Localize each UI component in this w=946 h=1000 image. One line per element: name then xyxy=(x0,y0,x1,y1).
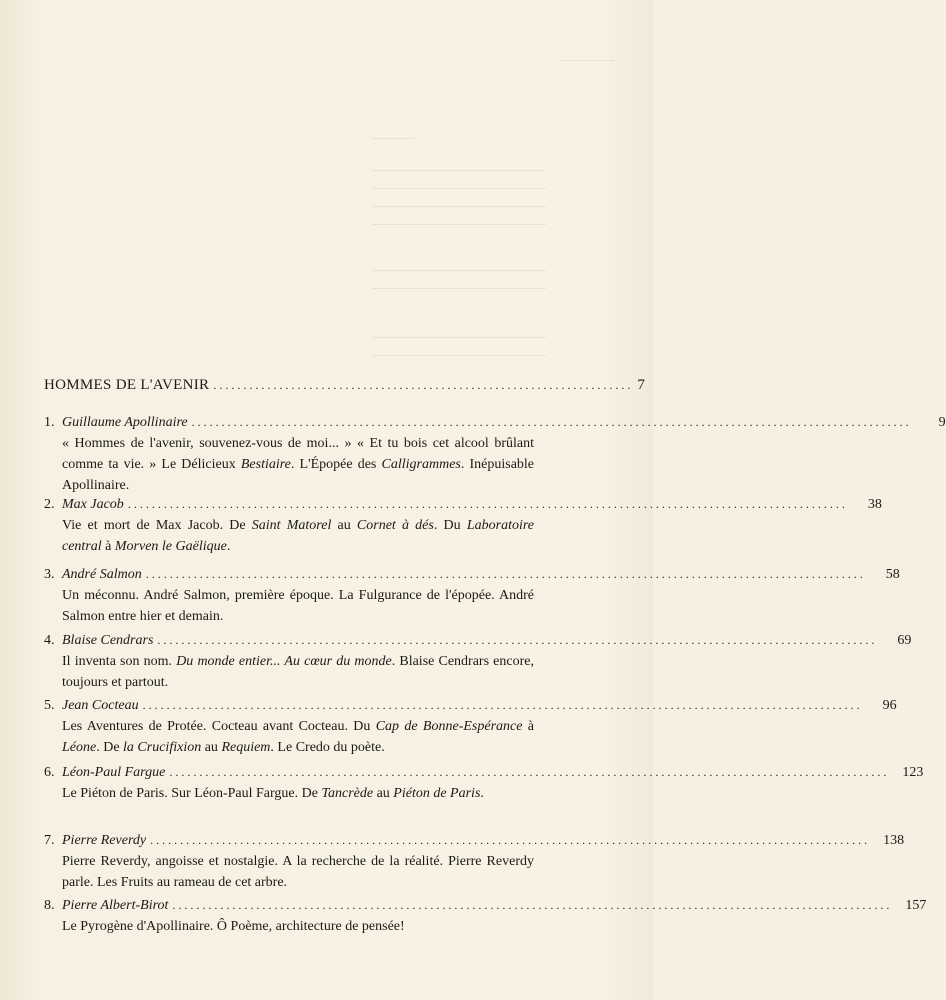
dot-leader: ........................................................................................................................ xyxy=(142,698,863,712)
description-text: . Du xyxy=(433,518,467,533)
entry-heading xyxy=(44,762,924,783)
entry-number: 4. xyxy=(44,633,55,648)
entry-page-number: 157 xyxy=(905,898,927,913)
entry-heading xyxy=(44,412,946,433)
italic-title: la Crucifixion xyxy=(123,740,202,755)
entry-heading xyxy=(44,630,912,651)
entry-author-name: Guillaume Apollinaire xyxy=(62,415,188,430)
entry-description xyxy=(62,916,534,937)
toc-entry[interactable] xyxy=(44,412,946,496)
description-text: Le Piéton de Paris. Sur Léon-Paul Fargue. De xyxy=(62,786,322,801)
description-text: . xyxy=(480,786,484,801)
show-through-text: _________ _______ _____________________________ _____________________________ _____________________________ _____________________________ _____________________________ _____________________________ _____________________________ _____________________________ xyxy=(372,48,614,357)
description-text: au xyxy=(331,518,357,533)
entry-page-number: 58 xyxy=(885,567,900,582)
dot-leader: ........................................................................................................................ xyxy=(157,633,878,647)
entry-author-name: Blaise Cendrars xyxy=(62,633,154,648)
description-text: . L'Épopée des xyxy=(290,457,382,472)
description-text: . xyxy=(226,539,231,554)
italic-title: Morven le Gaëlique xyxy=(114,539,227,554)
entry-page-number: 138 xyxy=(883,833,905,848)
italic-title: Laboratoire central xyxy=(62,518,534,554)
entry-author-name: Max Jacob xyxy=(62,497,124,512)
entry-heading xyxy=(44,494,882,515)
description-text: . Inépuisable Apollinaire. xyxy=(62,457,535,493)
entry-author-name: Pierre Reverdy xyxy=(62,833,147,848)
entry-author-name: Jean Cocteau xyxy=(62,698,139,713)
entry-page-number: 38 xyxy=(867,497,882,512)
entry-page-number: 96 xyxy=(882,698,897,713)
toc-entry[interactable] xyxy=(44,830,905,893)
section-title: HOMMES DE L'AVENIR xyxy=(44,377,210,393)
section-page-number: 7 xyxy=(637,377,646,393)
entry-description xyxy=(62,716,534,758)
entry-heading xyxy=(44,830,905,851)
description-text: au xyxy=(201,740,222,755)
italic-title: Tancrède xyxy=(321,786,374,801)
entry-author-name: Léon-Paul Fargue xyxy=(62,765,166,780)
entry-number: 7. xyxy=(44,833,55,848)
entry-page-number: 9 xyxy=(938,415,946,430)
dot-leader: ........................................................................................................................ xyxy=(150,833,871,847)
italic-title: Du monde entier... Au cœur du monde xyxy=(176,654,392,669)
italic-title: Saint Matorel xyxy=(251,518,332,533)
description-text: Un méconnu. André Salmon, première époque. La Fulgurance de l'épopée. André Salmon entre hier et demain. xyxy=(62,588,534,624)
entry-number: 8. xyxy=(44,898,55,913)
entry-number: 1. xyxy=(44,415,55,430)
entry-author-name: André Salmon xyxy=(62,567,142,582)
dot-leader: ........................................................................................................................ xyxy=(172,898,893,912)
description-text: . Le Credo du poète. xyxy=(270,740,385,755)
description-text: à xyxy=(101,539,115,554)
toc-entry[interactable] xyxy=(44,630,912,693)
entry-description xyxy=(62,585,534,627)
entry-heading xyxy=(44,564,900,585)
entry-description xyxy=(62,515,534,557)
description-text: . De xyxy=(96,740,124,755)
description-text: Vie et mort de Max Jacob. De xyxy=(62,518,252,533)
entry-number: 6. xyxy=(44,765,55,780)
toc-entry[interactable] xyxy=(44,762,924,804)
section-heading xyxy=(44,377,646,394)
italic-title: Calligrammes xyxy=(381,457,461,472)
description-text: Le Pyrogène d'Apollinaire. Ô Poème, architecture de pensée! xyxy=(62,919,405,934)
italic-title: Requiem xyxy=(221,740,271,755)
entry-number: 5. xyxy=(44,698,55,713)
toc-entry[interactable] xyxy=(44,494,882,557)
entry-number: 2. xyxy=(44,497,55,512)
description-text: au xyxy=(373,786,394,801)
entry-description xyxy=(62,651,534,693)
entry-number: 3. xyxy=(44,567,55,582)
toc-entry[interactable] xyxy=(44,564,900,627)
description-text: Les Aventures de Protée. Cocteau avant Cocteau. Du xyxy=(62,719,376,734)
dot-leader: ........................................................................................................................ xyxy=(145,567,866,581)
description-text: à xyxy=(522,719,534,734)
entry-page-number: 123 xyxy=(902,765,924,780)
italic-title: Cap de Bonne-Espérance xyxy=(375,719,523,734)
dot-leader: ........................................................................................................................ xyxy=(127,497,848,511)
description-text: Il inventa son nom. xyxy=(62,654,177,669)
toc-entry[interactable] xyxy=(44,695,897,758)
italic-title: Cornet à dés xyxy=(356,518,434,533)
entry-heading xyxy=(44,895,927,916)
dot-leader: ...................................................................... xyxy=(213,378,634,392)
dot-leader: ........................................................................................................................ xyxy=(191,415,912,429)
entry-heading xyxy=(44,695,897,716)
description-text: Pierre Reverdy, angoisse et nostalgie. A la recherche de la réalité. Pierre Reverdy parle. Les Fruits au rameau de cet arbre. xyxy=(62,854,534,890)
dot-leader: ........................................................................................................................ xyxy=(169,765,890,779)
italic-title: Piéton de Paris xyxy=(393,786,481,801)
description-text: . Blaise Cendrars encore, toujours et partout. xyxy=(62,654,534,690)
entry-description xyxy=(62,851,534,893)
entry-description xyxy=(62,783,534,804)
italic-title: Bestiaire xyxy=(240,457,291,472)
toc-entry[interactable] xyxy=(44,895,927,937)
entry-page-number: 69 xyxy=(897,633,912,648)
description-text: « Hommes de l'avenir, souvenez-vous de moi... » « Et tu bois cet alcool brûlant comme ta vie. » Le Délicieux xyxy=(62,436,534,472)
italic-title: Léone xyxy=(62,740,97,755)
entry-author-name: Pierre Albert-Birot xyxy=(62,898,169,913)
entry-description xyxy=(62,433,534,496)
